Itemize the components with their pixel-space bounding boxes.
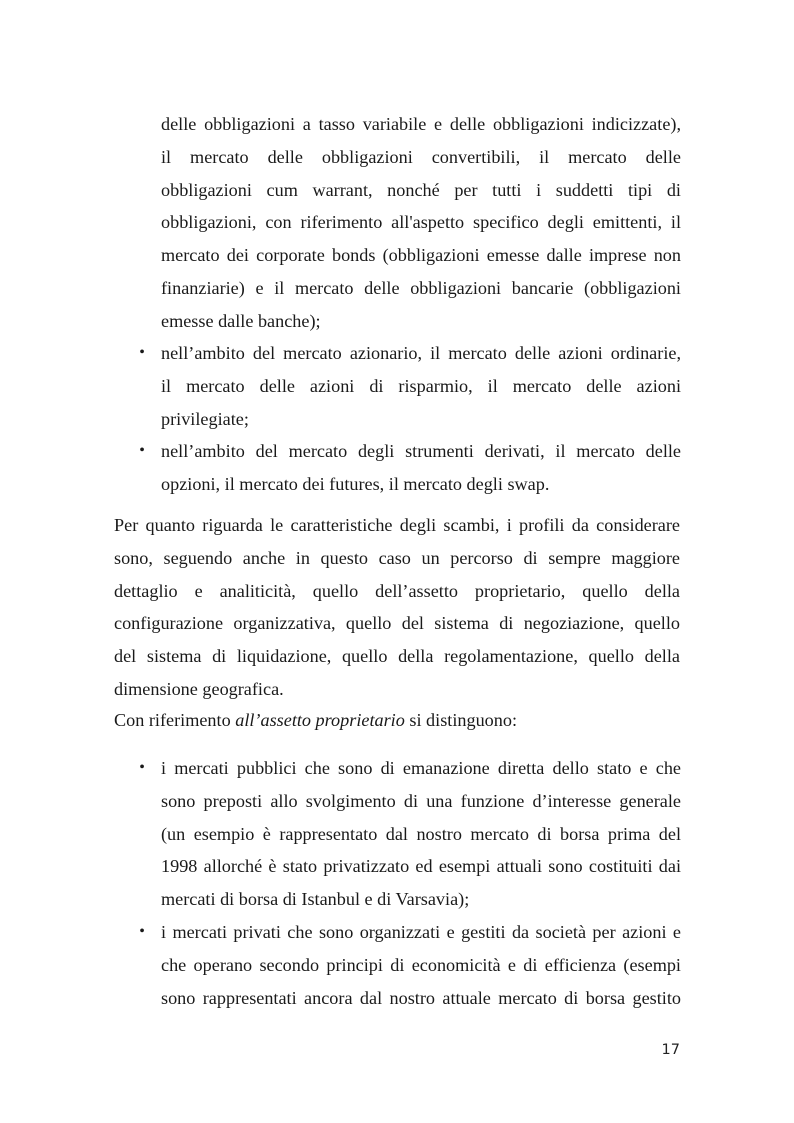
text-line: dimensione geografica.: [114, 678, 284, 699]
list-item: [139, 337, 681, 435]
market-types-list: [139, 337, 681, 501]
intro-emphasis: all’assetto proprietario: [235, 710, 405, 730]
text-line: del sistema di liquidazione, quello della regolamentazione, quello della: [114, 646, 680, 667]
text-line: obbligazioni cum warrant, nonché per tutti i suddetti tipi di: [161, 179, 681, 200]
text-line: mercato dei corporate bonds (obbligazioni emesse dalle imprese non: [161, 245, 681, 266]
text-line: nell’ambito del mercato azionario, il mercato delle azioni ordinarie,: [161, 343, 681, 363]
bullet-icon: •: [139, 922, 145, 940]
bullet-icon: •: [139, 442, 145, 460]
text-line: che operano secondo principi di economicità e di efficienza (esempi: [161, 954, 681, 975]
text-line: 1998 allorché è stato privatizzato ed esempi attuali sono costituiti dai: [161, 856, 681, 877]
text-line: i mercati privati che sono organizzati e gestiti da società per azioni e: [161, 921, 681, 942]
text-line: mercati di borsa di Istanbul e di Varsavia);: [161, 889, 470, 910]
list-item: [139, 916, 681, 1014]
body-paragraph: [114, 509, 680, 706]
bullet-icon: •: [139, 759, 145, 776]
text-line: emesse dalle banche);: [161, 310, 321, 331]
text-line: delle obbligazioni a tasso variabile e delle obbligazioni indicizzate),: [161, 114, 681, 134]
list-item: [139, 752, 681, 916]
intro-suffix: si distinguono:: [404, 710, 517, 730]
text-line: opzioni, il mercato dei futures, il mercato degli swap.: [161, 474, 550, 495]
text-line: i mercati pubblici che sono di emanazione diretta dello stato e che: [161, 758, 681, 778]
text-line: privilegiate;: [161, 408, 249, 429]
bullet-icon: •: [139, 344, 145, 361]
text-line: Per quanto riguarda le caratteristiche degli scambi, i profili da considerare: [114, 515, 680, 535]
intro-sentence: [114, 704, 680, 737]
text-line: il mercato delle azioni di risparmio, il mercato delle azioni: [161, 375, 681, 396]
text-line: il mercato delle obbligazioni convertibili, il mercato delle: [161, 146, 681, 167]
text-line: sono preposti allo svolgimento di una funzione d’interesse generale: [161, 790, 681, 811]
page-number: 17: [661, 1042, 680, 1058]
list-item: [139, 435, 681, 501]
list-item: [161, 108, 681, 338]
ownership-list: [139, 752, 681, 1014]
intro-prefix: Con riferimento: [114, 710, 236, 730]
text-line: sono rappresentati ancora dal nostro attuale mercato di borsa gestito: [161, 987, 681, 1008]
continuation-list: [161, 108, 681, 338]
text-line: dettaglio e analiticità, quello dell’assetto proprietario, quello della: [114, 580, 680, 601]
text-line: sono, seguendo anche in questo caso un percorso di sempre maggiore: [114, 547, 680, 568]
text-line: obbligazioni, con riferimento all'aspetto specifico degli emittenti, il: [161, 212, 681, 233]
text-line: (un esempio è rappresentato dal nostro mercato di borsa prima del: [161, 823, 681, 844]
text-line: finanziarie) e il mercato delle obbligazioni bancarie (obbligazioni: [161, 277, 681, 298]
text-line: nell’ambito del mercato degli strumenti derivati, il mercato delle: [161, 441, 681, 462]
text-line: configurazione organizzativa, quello del sistema di negoziazione, quello: [114, 613, 680, 634]
text-line: [114, 704, 680, 737]
